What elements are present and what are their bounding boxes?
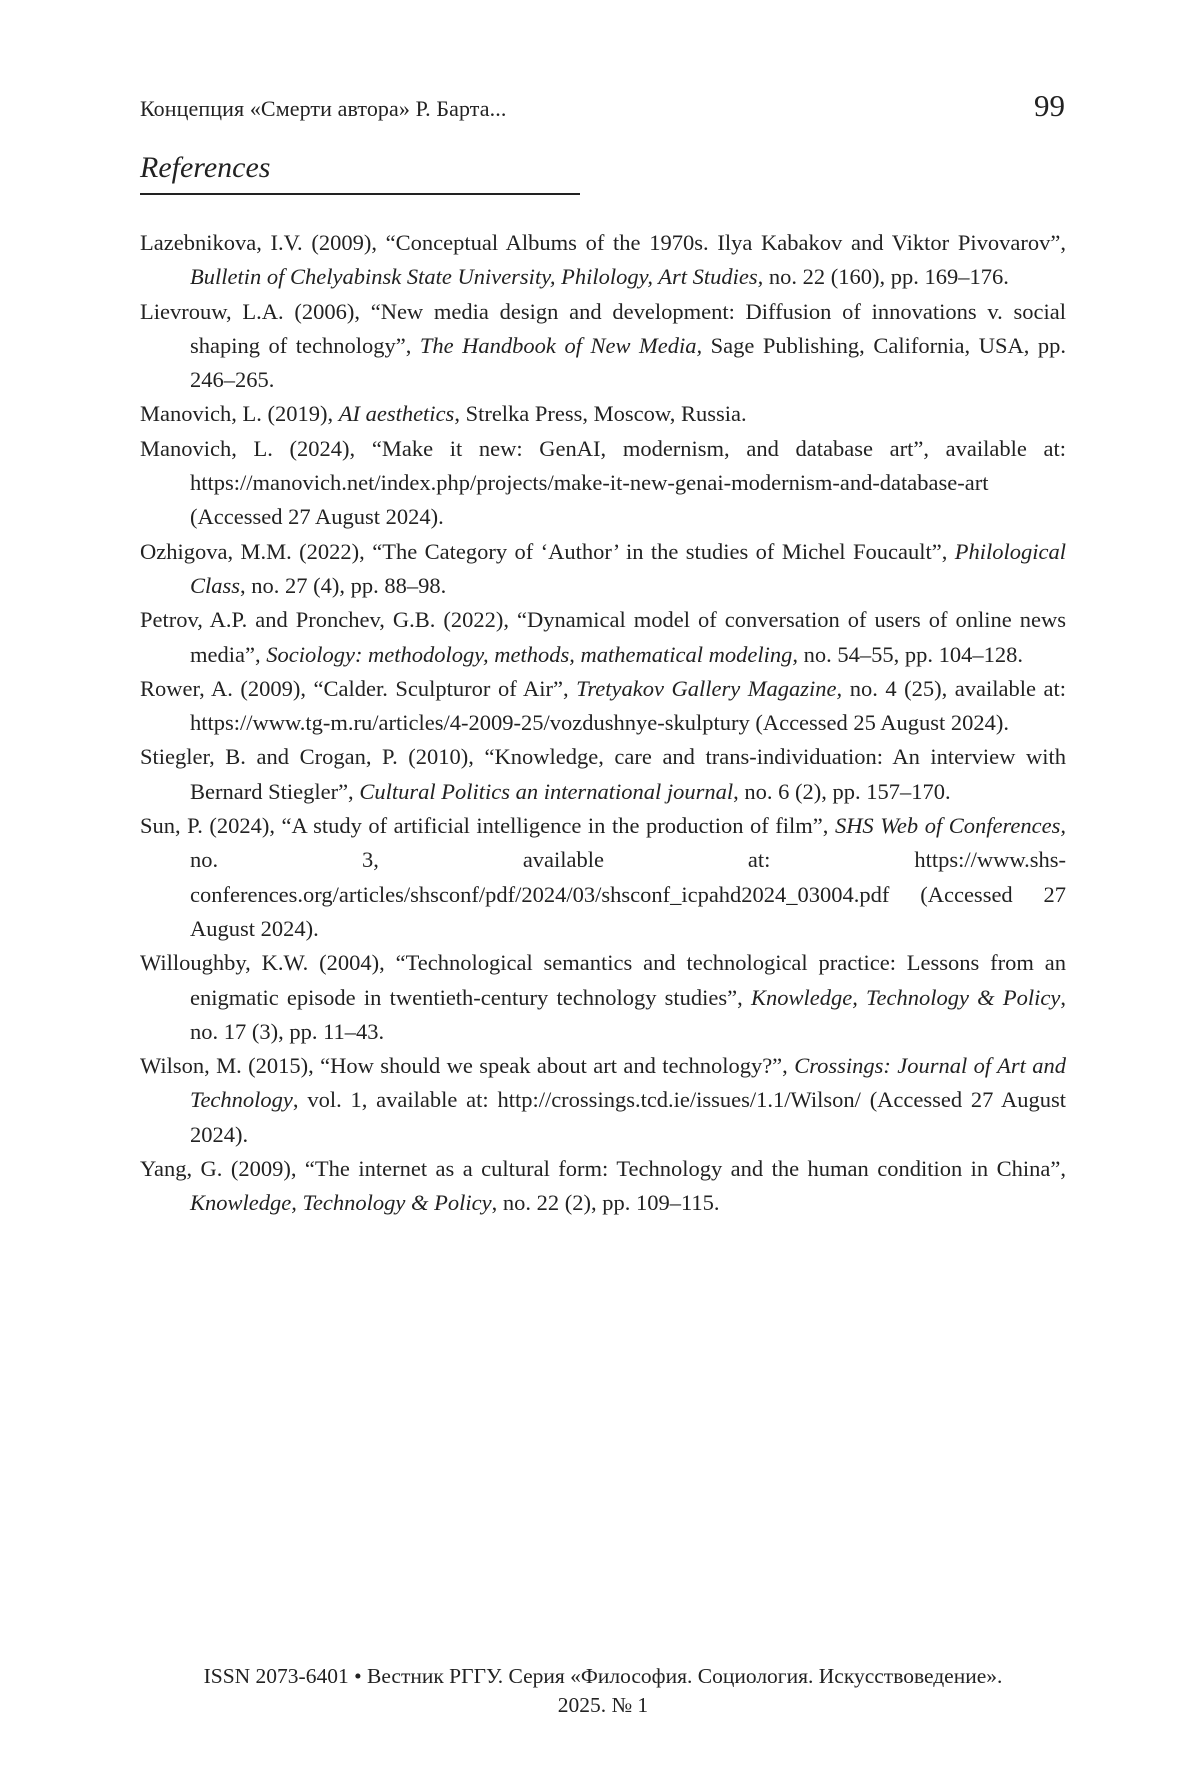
reference-entry: [140, 1049, 1066, 1152]
reference-entry: [140, 535, 1066, 604]
page-footer: [140, 1662, 1066, 1720]
reference-details: no. 3, available at: https://www.shs-conferences.org/articles/shsconf/pdf/2024/03/shsconf_icpahd2024_03004.pdf (Accessed 27 August 2024).: [190, 847, 1066, 941]
reference-text: Lievrouw, L.A. (2006), “New media design and development: Diffusion of innovations v. social shaping of technology”,: [140, 299, 1066, 358]
reference-entry: [140, 809, 1066, 946]
reference-text: Manovich, L. (2019),: [140, 401, 339, 426]
reference-entry: [140, 432, 1066, 535]
reference-source: Sociology: methodology, methods, mathematical modeling,: [266, 642, 798, 667]
reference-source: Bulletin of Chelyabinsk State University, Philology, Art Studies,: [190, 264, 763, 289]
footer-journal-line: ISSN 2073-6401 • Вестник РГГУ. Серия «Философия. Социология. Искусствоведение».: [140, 1662, 1066, 1691]
reference-text: Lazebnikova, I.V. (2009), “Conceptual Albums of the 1970s. Ilya Kabakov and Viktor Pivovarov”,: [140, 230, 1066, 255]
reference-list: [140, 226, 1066, 1221]
reference-details: , no. 6 (2), pp. 157–170.: [733, 779, 951, 804]
reference-details: Sage Publishing, California, USA, pp. 246–265.: [190, 333, 1066, 392]
reference-entry: [140, 740, 1066, 809]
running-head: [140, 88, 1065, 128]
references-heading: References: [140, 151, 580, 195]
reference-text: Ozhigova, M.M. (2022), “The Category of ‘Author’ in the studies of Michel Foucault”,: [140, 539, 955, 564]
footer-issue-line: 2025. № 1: [140, 1691, 1066, 1720]
reference-text: Willoughby, K.W. (2004), “Technological semantics and technological practice: Lessons from an enigmatic episode in twentieth-century technology studies”,: [140, 950, 1066, 1009]
reference-details: , no. 27 (4), pp. 88–98.: [240, 573, 446, 598]
reference-details: , vol. 1, available at: http://crossings.tcd.ie/issues/1.1/Wilson/ (Accessed 27 August 2024).: [190, 1087, 1066, 1146]
reference-entry: [140, 397, 1066, 431]
reference-source: SHS Web of Conferences,: [835, 813, 1066, 838]
reference-text: Stiegler, B. and Crogan, P. (2010), “Knowledge, care and trans-individuation: An interview with Bernard Stiegler”,: [140, 744, 1066, 803]
reference-entry: [140, 1152, 1066, 1221]
reference-entry: [140, 603, 1066, 672]
page-number: 99: [1034, 88, 1065, 124]
reference-text: Yang, G. (2009), “The internet as a cultural form: Technology and the human condition in China”,: [140, 1156, 1066, 1181]
reference-entry: [140, 672, 1066, 741]
reference-details: , no. 22 (2), pp. 109–115.: [492, 1190, 720, 1215]
reference-entry: [140, 946, 1066, 1049]
reference-text: Petrov, A.P. and Pronchev, G.B. (2022), “Dynamical model of conversation of users of online news media”,: [140, 607, 1066, 666]
reference-source: Cultural Politics an international journal: [359, 779, 733, 804]
reference-source: AI aesthetics: [339, 401, 455, 426]
reference-details: , Strelka Press, Moscow, Russia.: [454, 401, 746, 426]
reference-details: no. 54–55, pp. 104–128.: [798, 642, 1023, 667]
running-head-title: Концепция «Смерти автора» Р. Барта...: [140, 96, 506, 122]
reference-text: Manovich, L. (2024), “Make it new: GenAI, modernism, and database art”, available at: https://manovich.net/index.php/projects/make-it-new-genai-modernism-and-database-art (Accessed 27 August 2024).: [140, 436, 1066, 530]
reference-source: Philological Class: [190, 539, 1066, 598]
reference-entry: [140, 226, 1066, 295]
reference-text: Sun, P. (2024), “A study of artificial intelligence in the production of film”,: [140, 813, 835, 838]
reference-details: no. 4 (25), available at: https://www.tg-m.ru/articles/4-2009-25/vozdushnye-skulptury (Accessed 25 August 2024).: [190, 676, 1066, 735]
reference-source: Tretyakov Gallery Magazine,: [576, 676, 842, 701]
journal-page: [0, 0, 1200, 1780]
reference-text: Wilson, M. (2015), “How should we speak about art and technology?”,: [140, 1053, 794, 1078]
reference-source: Knowledge, Technology & Policy: [190, 1190, 492, 1215]
reference-text: Rower, A. (2009), “Calder. Sculpturor of Air”,: [140, 676, 576, 701]
reference-details: no. 22 (160), pp. 169–176.: [763, 264, 1009, 289]
reference-entry: [140, 295, 1066, 398]
reference-source: Crossings: Journal of Art and Technology: [190, 1053, 1066, 1112]
reference-details: , no. 17 (3), pp. 11–43.: [190, 985, 1066, 1044]
reference-source: Knowledge, Technology & Policy: [751, 985, 1060, 1010]
reference-source: The Handbook of New Media,: [420, 333, 702, 358]
